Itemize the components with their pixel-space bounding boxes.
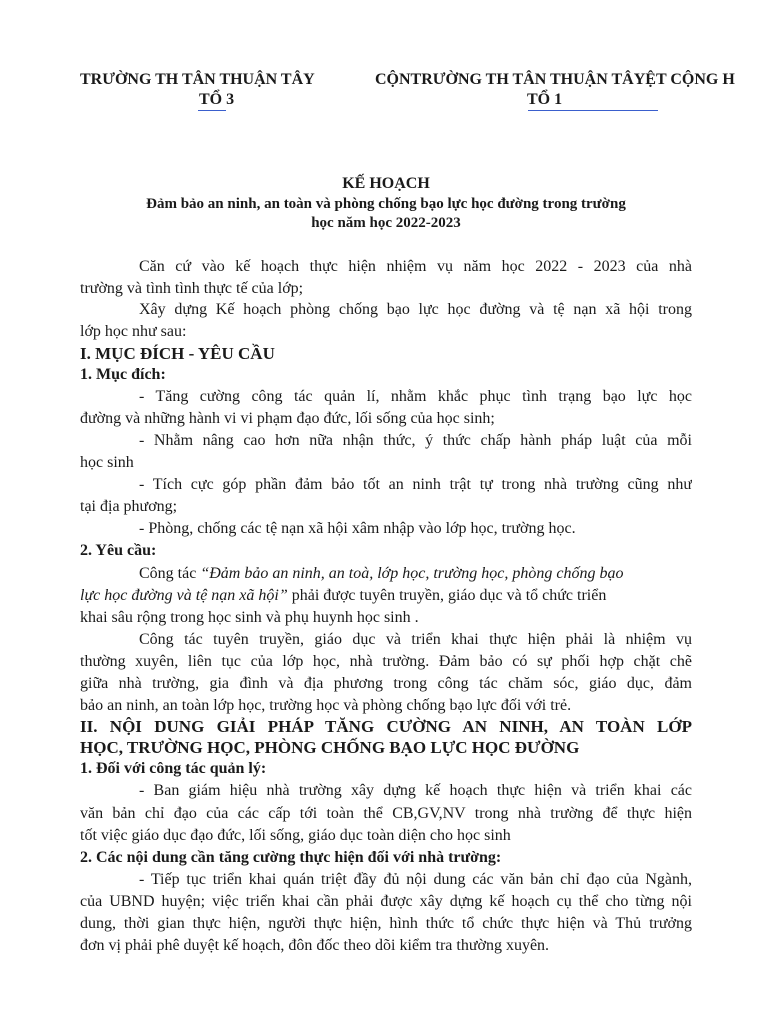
quoted-title: lực học đường và tệ nạn xã hội” xyxy=(80,587,288,604)
school-name-left: TRƯỜNG TH TÂN THUẬN TÂY xyxy=(80,71,315,88)
unit-name-right: TỔ 1 xyxy=(527,91,563,108)
paragraph-line: Công tác tuyên truyền, giáo dục và triển khai thực hiện phải là nhiệm vụ xyxy=(139,631,692,648)
bullet-line: tại địa phương; xyxy=(80,498,178,515)
section-heading: II. NỘI DUNG GIẢI PHÁP TĂNG CƯỜNG AN NINH, AN TOÀN LỚP xyxy=(80,717,692,736)
bullet-line: - Phòng, chống các tệ nạn xã hội xâm nhập vào lớp học, trường học. xyxy=(139,520,576,537)
bullet-line: dung, thời gian thực hiện, người thực hiện, hình thức tổ chức thực hiện và Thủ trưởng xyxy=(80,915,692,932)
section-heading: I. MỤC ĐÍCH - YÊU CẦU xyxy=(80,344,275,363)
header-underline-left xyxy=(198,110,226,111)
paragraph-text: phải được tuyên truyền, giáo dục và tổ chức triển xyxy=(287,587,607,604)
bullet-line: của UBND huyện; việc triển khai cần phải được xây dựng kế hoạch cụ thể cho từng nội xyxy=(80,893,692,910)
paragraph-line: thường xuyên, liên tục của lớp học, nhà trường. Đảm bảo có sự phối hợp chặt chẽ xyxy=(80,653,692,670)
bullet-line: học sinh xyxy=(80,454,134,471)
paragraph-text: Công tác xyxy=(139,565,201,582)
subsection-heading: 2. Các nội dung cần tăng cường thực hiện đối với nhà trường: xyxy=(80,849,502,866)
bullet-line: đơn vị phải phê duyệt kế hoạch, đôn đốc theo dõi kiểm tra thường xuyên. xyxy=(80,937,550,954)
unit-name-left: TỔ 3 xyxy=(199,91,235,108)
paragraph-line xyxy=(139,565,692,583)
paragraph-line: bảo an ninh, an toàn lớp học, trường học và phòng chống bạo lực đối với trẻ. xyxy=(80,697,572,714)
bullet-line: tốt việc giáo dục đạo đức, lối sống, giáo dục toàn diện cho học sinh xyxy=(80,827,511,844)
subsection-heading: 2. Yêu cầu: xyxy=(80,542,157,559)
header-underline-right xyxy=(528,110,658,111)
school-name-right: CỘNTRƯỜNG TH TÂN THUẬN TÂYỆT CỘNG H xyxy=(375,71,735,88)
paragraph-line xyxy=(80,587,692,605)
bullet-line: - Tích cực góp phần đảm bảo tốt an ninh trật tự trong nhà trường cũng như xyxy=(139,476,692,493)
paragraph-line: giữa nhà trường, gia đình và địa phương trong công tác chăm sóc, giáo dục, đảm xyxy=(80,675,692,692)
subsection-heading: 1. Đối với công tác quản lý: xyxy=(80,760,267,777)
intro-paragraph-line: Căn cứ vào kế hoạch thực hiện nhiệm vụ năm học 2022 - 2023 của nhà xyxy=(139,258,692,275)
bullet-line: văn bản chỉ đạo của các cấp tới toàn thể CB,GV,NV trong nhà trường để thực hiện xyxy=(80,805,692,822)
document-title: KẾ HOẠCH xyxy=(342,175,430,192)
bullet-line: - Tăng cường công tác quản lí, nhằm khắc phục tình trạng bạo lực học xyxy=(139,388,692,405)
intro-paragraph-line: trường và tình tình thực tế của lớp; xyxy=(80,280,304,297)
document-subtitle-line: học năm học 2022-2023 xyxy=(311,215,461,231)
paragraph-line: khai sâu rộng trong học sinh và phụ huynh học sinh . xyxy=(80,609,419,626)
subsection-heading: 1. Mục đích: xyxy=(80,366,166,383)
bullet-line: - Tiếp tục triển khai quán triệt đầy đủ nội dung các văn bản chỉ đạo của Ngành, xyxy=(139,871,692,888)
bullet-line: - Nhằm nâng cao hơn nữa nhận thức, ý thức chấp hành pháp luật của mỗi xyxy=(139,432,692,449)
intro-paragraph-line: lớp học như sau: xyxy=(80,323,187,340)
bullet-line: - Ban giám hiệu nhà trường xây dựng kế hoạch thực hiện và triển khai các xyxy=(139,782,692,799)
section-heading: HỌC, TRƯỜNG HỌC, PHÒNG CHỐNG BẠO LỰC HỌC ĐƯỜNG xyxy=(80,738,580,757)
intro-paragraph-line: Xây dựng Kế hoạch phòng chống bạo lực học đường và tệ nạn xã hội trong xyxy=(139,301,692,318)
document-subtitle-line: Đảm bảo an ninh, an toàn và phòng chống bạo lực học đường trong trường xyxy=(146,196,626,212)
bullet-line: đường và những hành vi vi phạm đạo đức, lối sống của học sinh; xyxy=(80,410,495,427)
quoted-title: “Đảm bảo an ninh, an toà, lớp học, trường học, phòng chống bạo xyxy=(200,565,624,582)
